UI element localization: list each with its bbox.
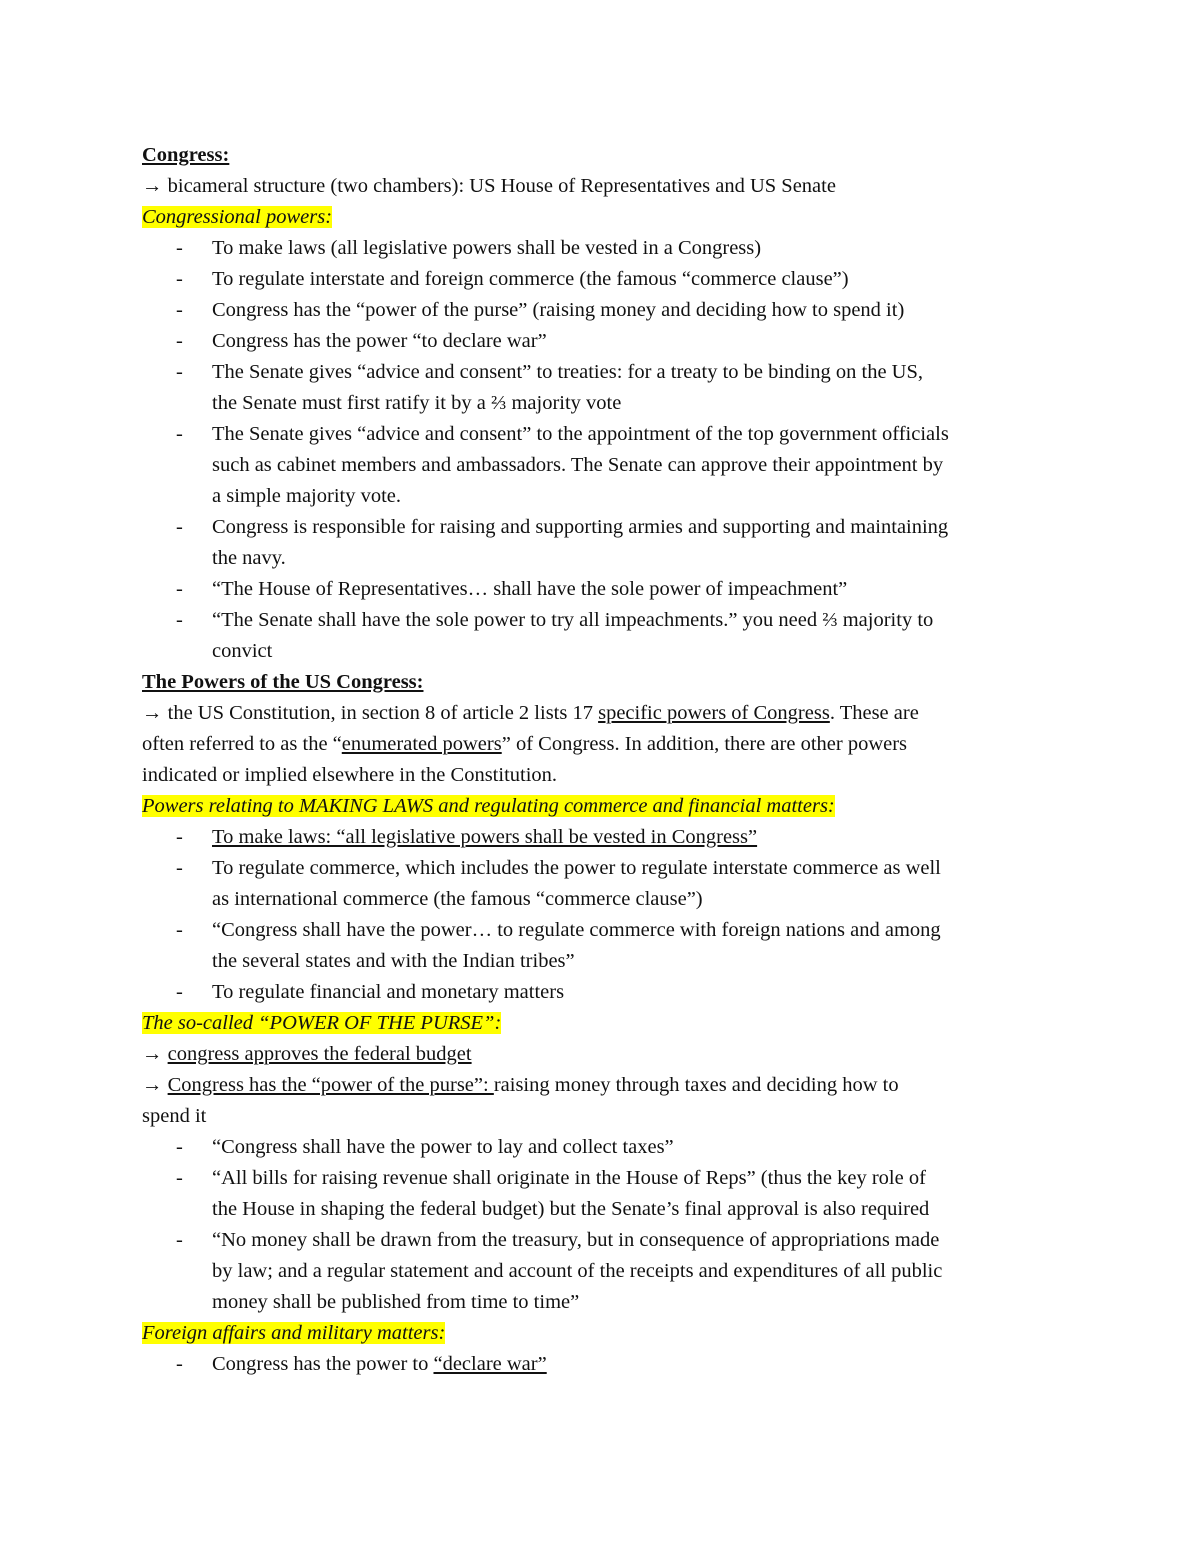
subheading-making-laws: Powers relating to MAKING LAWS and regulating commerce and financial matters: xyxy=(142,795,835,817)
paragraph-line: spend it xyxy=(142,1105,207,1127)
paragraph-line: → the US Constitution, in section 8 of article 2 lists 17 specific powers of Congress. These are xyxy=(142,702,919,724)
list-item: - “Congress shall have the power… to regulate commerce with foreign nations and among the several states and with the Indian tribes” xyxy=(176,919,941,972)
subheading-power-of-the-purse: The so-called “POWER OF THE PURSE”: xyxy=(142,1012,502,1034)
heading-powers-of-congress: The Powers of the US Congress: xyxy=(142,671,424,693)
subheading-foreign-affairs: Foreign affairs and military matters: xyxy=(142,1322,446,1344)
list-item: - The Senate gives “advice and consent” to the appointment of the top government officials such as cabinet members and ambassadors. The Senate can approve their appointment by a simple majority vote. xyxy=(176,423,949,507)
list-item: - “The House of Representatives… shall have the sole power of impeachment” xyxy=(176,578,848,600)
paragraph-line: → congress approves the federal budget xyxy=(142,1043,472,1065)
list-item: - Congress has the power “to declare war” xyxy=(176,330,547,352)
list-item: - “All bills for raising revenue shall originate in the House of Reps” (thus the key role of the House in shaping the federal budget) but the Senate’s final approval is also required xyxy=(176,1167,930,1220)
list-item: - To make laws: “all legislative powers shall be vested in Congress” xyxy=(176,826,758,848)
list-item: - To make laws (all legislative powers shall be vested in a Congress) xyxy=(176,237,762,259)
list-item: - “No money shall be drawn from the treasury, but in consequence of appropriations made by law; and a regular statement and account of the receipts and expenditures of all public money shall be published from time to time” xyxy=(176,1229,943,1313)
heading-congress: Congress: xyxy=(142,144,230,166)
paragraph-line: often referred to as the “enumerated powers” of Congress. In addition, there are other powers xyxy=(142,733,908,755)
list-item: - “The Senate shall have the sole power to try all impeachments.” you need ⅔ majority to convict xyxy=(176,609,934,662)
list-item: - To regulate financial and monetary matters xyxy=(176,981,565,1003)
subheading-congressional-powers: Congressional powers: xyxy=(142,206,333,228)
list-item: - “Congress shall have the power to lay and collect taxes” xyxy=(176,1136,674,1158)
list-item: - Congress is responsible for raising and supporting armies and supporting and maintaining the navy. xyxy=(176,516,949,569)
list-item: - The Senate gives “advice and consent” to treaties: for a treaty to be binding on the US, the Senate must first ratify it by a ⅔ majority vote xyxy=(176,361,924,414)
list-item: - To regulate commerce, which includes the power to regulate interstate commerce as well as international commerce (the famous “commerce clause”) xyxy=(176,857,941,910)
list-item: - To regulate interstate and foreign commerce (the famous “commerce clause”) xyxy=(176,268,849,290)
paragraph-line: → Congress has the “power of the purse”: raising money through taxes and deciding how to xyxy=(142,1074,899,1096)
list-item: - Congress has the power to “declare war” xyxy=(176,1353,547,1375)
paragraph-line: indicated or implied elsewhere in the Constitution. xyxy=(142,764,558,786)
bicameral-line: → bicameral structure (two chambers): US House of Representatives and US Senate xyxy=(142,175,836,197)
list-item: - Congress has the “power of the purse” (raising money and deciding how to spend it) xyxy=(176,299,905,321)
